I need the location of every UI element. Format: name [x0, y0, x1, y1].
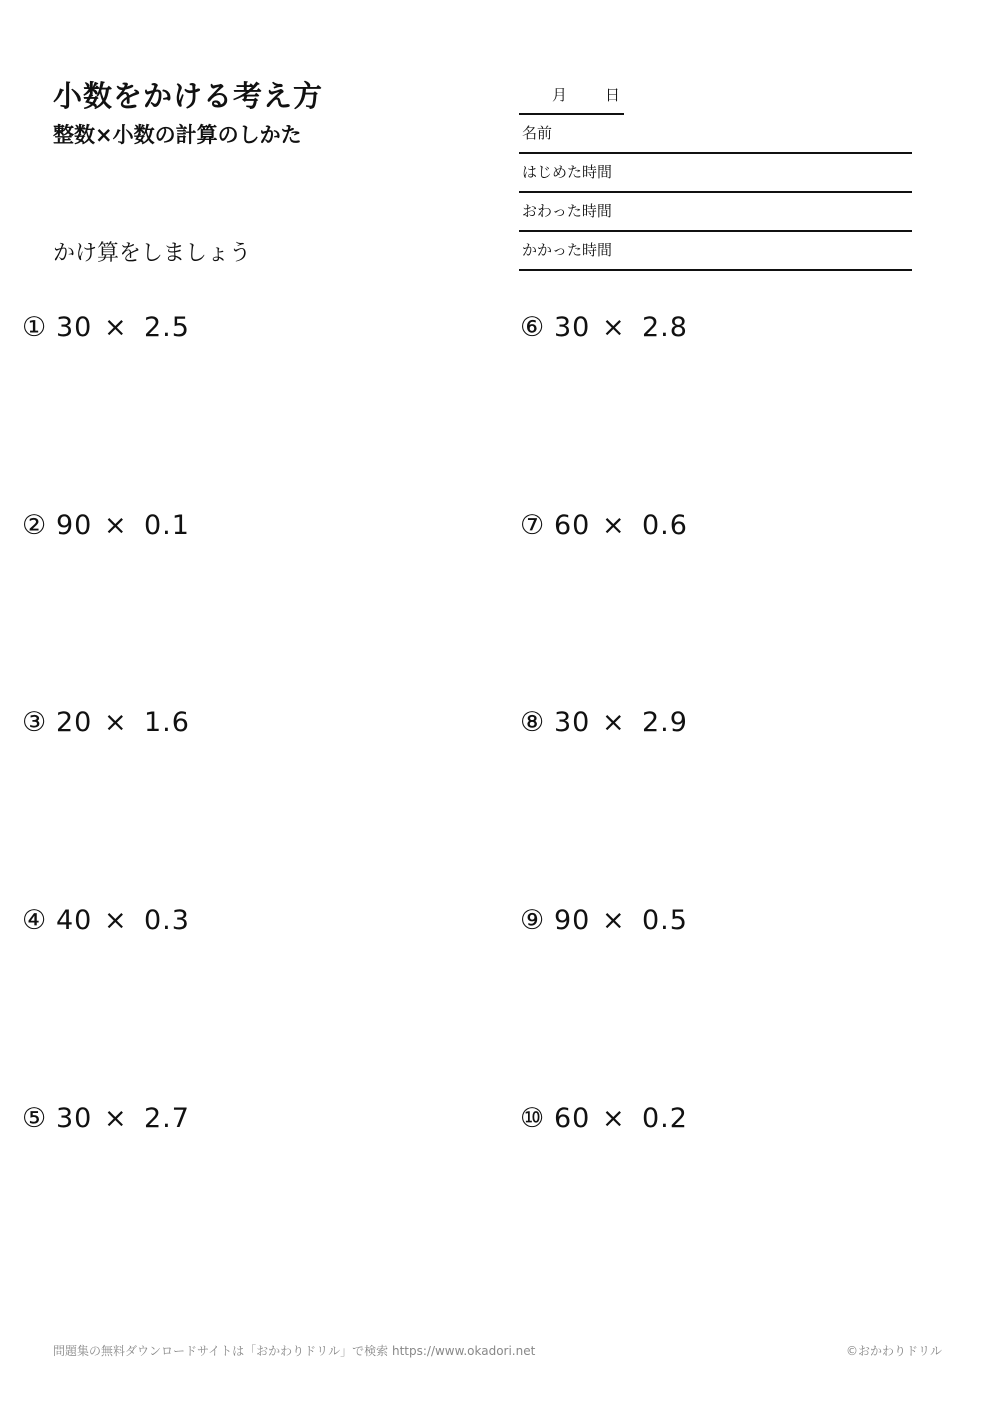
problem-operand-b: 2.8: [642, 312, 688, 343]
problem-operand-b: 0.2: [642, 1103, 688, 1134]
worksheet-title: 小数をかける考え方: [53, 79, 324, 113]
problem-number: ①: [22, 312, 48, 343]
problem-operand-a: 60: [554, 1103, 591, 1134]
footer-site-text: 問題集の無料ダウンロードサイトは「おかわりドリル」で検索 https://www.okadori.net: [53, 1344, 536, 1358]
problem-operand-a: 30: [56, 1103, 93, 1134]
problem-2: [22, 510, 190, 541]
multiply-sign: ×: [602, 905, 626, 936]
start-time-field[interactable]: [519, 153, 912, 193]
footer-copyright: ©おかわりドリル: [846, 1344, 943, 1358]
problem-operand-b: 0.6: [642, 510, 688, 541]
month-label: 月: [552, 86, 568, 104]
multiply-sign: ×: [104, 312, 128, 343]
problem-operand-a: 60: [554, 510, 591, 541]
multiply-sign: ×: [104, 1103, 128, 1134]
problem-operand-a: 20: [56, 707, 93, 738]
elapsed-time-field[interactable]: [519, 231, 912, 271]
problem-number: ⑨: [520, 905, 546, 936]
problem-number: ④: [22, 905, 48, 936]
problem-7: [520, 510, 688, 541]
problem-operand-b: 1.6: [144, 707, 190, 738]
problem-operand-a: 30: [554, 707, 591, 738]
problem-9: [520, 905, 688, 936]
instruction-text: かけ算をしましょう: [53, 241, 252, 266]
problem-operand-a: 90: [56, 510, 93, 541]
worksheet-subtitle: 整数×小数の計算のしかた: [53, 123, 302, 147]
elapsed-time-label: かかった時間: [522, 241, 613, 259]
problem-number: ⑧: [520, 707, 546, 738]
problem-operand-b: 2.7: [144, 1103, 190, 1134]
date-field[interactable]: [519, 80, 624, 115]
problem-operand-b: 2.5: [144, 312, 190, 343]
problem-operand-a: 40: [56, 905, 93, 936]
problem-operand-a: 90: [554, 905, 591, 936]
problem-number: ⑩: [520, 1103, 546, 1134]
problem-operand-b: 0.5: [642, 905, 688, 936]
problem-operand-b: 0.3: [144, 905, 190, 936]
multiply-sign: ×: [602, 1103, 626, 1134]
multiply-sign: ×: [602, 312, 626, 343]
problem-number: ⑤: [22, 1103, 48, 1134]
start-time-label: はじめた時間: [522, 163, 613, 181]
problem-4: [22, 905, 190, 936]
problem-operand-b: 0.1: [144, 510, 190, 541]
problem-1: [22, 312, 190, 343]
name-label: 名前: [522, 124, 553, 142]
multiply-sign: ×: [104, 905, 128, 936]
end-time-field[interactable]: [519, 192, 912, 232]
problem-10: [520, 1103, 688, 1134]
problem-number: ③: [22, 707, 48, 738]
problem-3: [22, 707, 190, 738]
problem-6: [520, 312, 688, 343]
problem-operand-a: 30: [554, 312, 591, 343]
multiply-sign: ×: [602, 510, 626, 541]
multiply-sign: ×: [104, 707, 128, 738]
name-field[interactable]: [519, 114, 912, 154]
multiply-sign: ×: [104, 510, 128, 541]
multiply-sign: ×: [602, 707, 626, 738]
end-time-label: おわった時間: [522, 202, 612, 220]
day-label: 日: [605, 86, 621, 104]
problem-5: [22, 1103, 190, 1134]
problem-number: ⑦: [520, 510, 546, 541]
problem-number: ⑥: [520, 312, 546, 343]
problem-operand-b: 2.9: [642, 707, 688, 738]
problem-operand-a: 30: [56, 312, 93, 343]
problem-number: ②: [22, 510, 48, 541]
problem-8: [520, 707, 688, 738]
